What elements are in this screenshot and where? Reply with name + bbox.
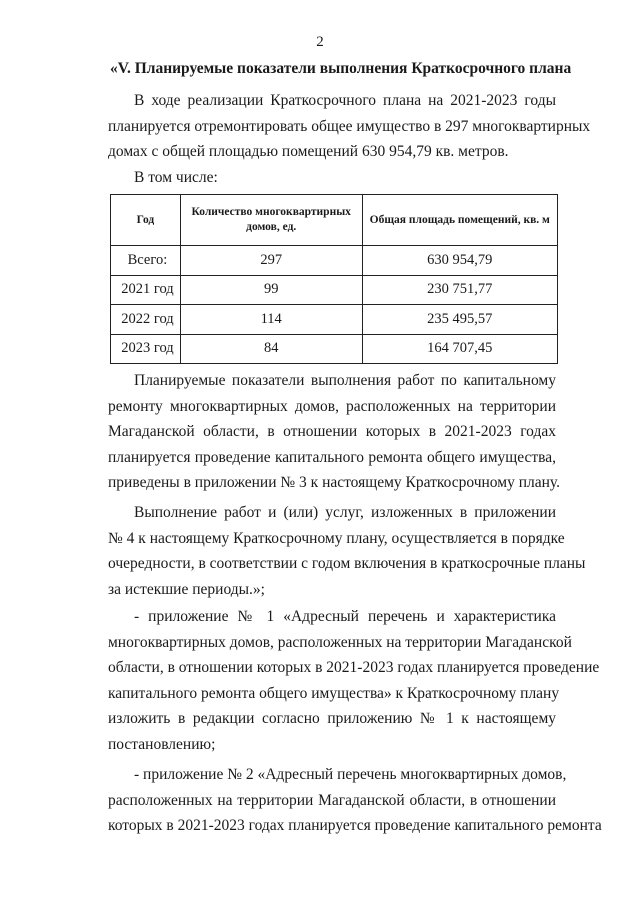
page-number: 2 (316, 34, 324, 50)
cell-area: 630 954,79 (362, 246, 557, 276)
text-line: - приложение № 2 «Адресный перечень многоквартирных домов, (134, 766, 567, 783)
text-line: за истекшие периоды.»; (108, 580, 265, 598)
cell-area: 230 751,77 (362, 275, 557, 305)
appendix-2-paragraph (108, 762, 602, 839)
column-header-year: Год (111, 195, 181, 246)
text-line: капитального ремонта общего имущества» к Краткосрочному плану (108, 684, 560, 702)
execution-paragraph (108, 500, 586, 602)
indicators-table (110, 194, 558, 364)
cell-area: 164 707,45 (362, 334, 557, 364)
indicators-paragraph (108, 368, 560, 496)
cell-count: 84 (180, 334, 362, 364)
text-line: В том числе: (134, 169, 218, 186)
text-line: очередности, в соответствии с годом включения в краткосрочные планы (108, 555, 586, 572)
text-line: Планируемые показатели выполнения работ по капитальному (134, 372, 556, 389)
cell-count: 297 (180, 246, 362, 276)
table-row (111, 275, 558, 305)
cell-year: 2022 год (111, 305, 181, 335)
text-line: изложить в редакции согласно приложению № 1 к настоящему (108, 710, 556, 727)
appendix-1-paragraph (108, 604, 600, 757)
cell-year: Всего: (111, 246, 181, 276)
text-line: Магаданской области, в отношении которых в 2021-2023 годах (108, 423, 556, 440)
text-line: В ходе реализации Краткосрочного плана на 2021-2023 годы (134, 92, 556, 109)
in-that-number-paragraph (108, 165, 556, 191)
intro-paragraph (108, 88, 591, 165)
text-line: № 4 к настоящему Краткосрочному плану, осуществляется в порядке (108, 529, 565, 547)
text-line: постановлению; (108, 735, 216, 753)
cell-year: 2023 год (111, 334, 181, 364)
section-heading: «V. Планируемые показатели выполнения Краткосрочного плана (110, 60, 572, 77)
text-line: расположенных на территории Магаданской области, в отношении (108, 791, 556, 809)
text-line: домах с общей площадью помещений 630 954,79 кв. метров. (108, 143, 509, 160)
table-row (111, 246, 558, 276)
text-line: которых в 2021-2023 годах планируется проведение капитального ремонта (108, 817, 602, 834)
text-line: планируется проведение капитального ремонта общего имущества, (108, 448, 556, 466)
cell-count: 114 (180, 305, 362, 335)
text-line: области, в отношении которых в 2021-2023 годах планируется проведение (108, 659, 600, 676)
cell-count: 99 (180, 275, 362, 305)
text-line: ремонту многоквартирных домов, расположенных на территории (108, 397, 556, 415)
column-header-area: Общая площадь помещений, кв. м (362, 195, 557, 246)
cell-year: 2021 год (111, 275, 181, 305)
text-line: Выполнение работ и (или) услуг, изложенных в приложении (134, 504, 556, 521)
table-header-row (111, 195, 558, 246)
text-line: приведены в приложении № 3 к настоящему Краткосрочному плану. (108, 474, 560, 491)
text-line: - приложение № 1 «Адресный перечень и характеристика (134, 608, 556, 625)
table-row (111, 334, 558, 364)
text-line: многоквартирных домов, расположенных на территории Магаданской (108, 633, 572, 651)
column-header-count: Количество многоквартирных домов, ед. (180, 195, 362, 246)
table-row (111, 305, 558, 335)
text-line: планируется отремонтировать общее имущество в 297 многоквартирных (108, 117, 591, 135)
cell-area: 235 495,57 (362, 305, 557, 335)
